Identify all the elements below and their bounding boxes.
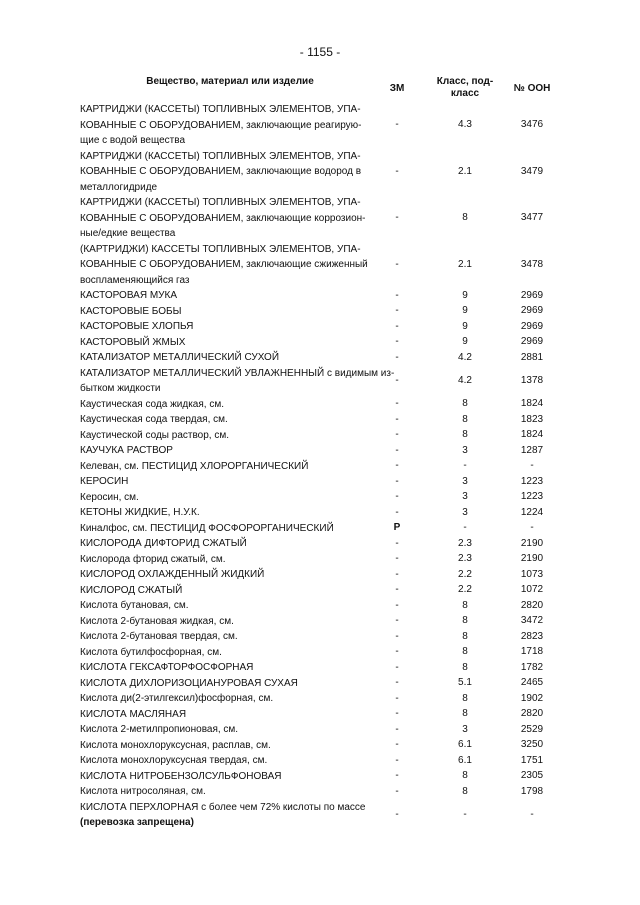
table-row	[80, 195, 570, 242]
table-row	[80, 443, 570, 459]
class-value: 8	[462, 398, 468, 410]
substance-name-line: (КАРТРИДЖИ) КАССЕТЫ ТОПЛИВНЫХ ЭЛЕМЕНТОВ, УПА-	[80, 243, 361, 255]
un-number-value: 1073	[520, 568, 544, 580]
header-class-line2: класс	[450, 88, 480, 99]
zm-value: -	[395, 119, 399, 131]
substance-name-line: Кислота 2-бутановая твердая, см.	[80, 631, 238, 642]
un-number-value: -	[530, 460, 534, 472]
substance-name-line: Кислота бутановая, см.	[80, 600, 189, 611]
class-value: 8	[462, 692, 468, 704]
substance-name	[80, 102, 368, 149]
class-value: 3	[462, 444, 468, 456]
substance-name	[80, 412, 368, 428]
substance-name	[80, 428, 368, 444]
substance-name	[80, 505, 368, 521]
substance-name-line: КАРТРИДЖИ (КАССЕТЫ) ТОПЛИВНЫХ ЭЛЕМЕНТОВ, УПА-	[80, 104, 361, 115]
class-value: 2.2	[458, 584, 472, 596]
substance-name	[80, 195, 368, 242]
table-row	[80, 629, 570, 645]
substance-name-line: КАРТРИДЖИ (КАССЕТЫ) ТОПЛИВНЫХ ЭЛЕМЕНТОВ, УПА-	[80, 197, 361, 208]
substance-name	[80, 474, 368, 490]
class-value: 9	[462, 336, 468, 348]
substance-name-line: КАТАЛИЗАТОР МЕТАЛЛИЧЕСКИЙ УВЛАЖНЕННЫЙ с видимым из-	[80, 367, 395, 379]
substance-name	[80, 784, 368, 800]
class-value: 8	[462, 770, 468, 782]
substance-name	[80, 691, 368, 707]
header-class	[432, 76, 498, 100]
table-row	[80, 505, 570, 521]
class-value: 2.3	[458, 537, 472, 549]
table-row	[80, 691, 570, 707]
substance-table	[80, 102, 570, 831]
zm-value: -	[395, 708, 399, 720]
substance-name	[80, 800, 368, 831]
class-value: 5.1	[458, 677, 472, 689]
class-value: 6.1	[458, 739, 472, 751]
table-row	[80, 490, 570, 506]
class-value: 2.1	[458, 258, 472, 270]
zm-value: -	[395, 336, 399, 348]
substance-name-line: Кислота 2-метилпропионовая, см.	[80, 724, 239, 735]
table-row	[80, 304, 570, 320]
table-row	[80, 397, 570, 413]
table-row	[80, 784, 570, 800]
un-number-value: 3250	[520, 739, 544, 751]
substance-name-line: Каустической соды раствор, см.	[80, 429, 230, 441]
zm-value: -	[395, 444, 399, 456]
class-value: 6.1	[458, 754, 472, 766]
page-number: - 1155 -	[299, 45, 341, 59]
substance-name	[80, 366, 395, 397]
substance-name	[80, 319, 368, 335]
un-number-value: 1224	[520, 506, 544, 518]
substance-name-line: бытком жидкости	[80, 383, 161, 394]
zm-value: -	[395, 258, 399, 270]
substance-name-line: КАСТОРОВЫЕ ХЛОПЬЯ	[80, 321, 194, 332]
substance-name-line: КОВАННЫЕ С ОБОРУДОВАНИЕМ, заключающие сжиженный	[80, 259, 368, 270]
un-number-value: 2820	[520, 599, 544, 611]
substance-name-line: Кислота монохлоруксусная, расплав, см.	[80, 739, 271, 751]
substance-name	[80, 722, 368, 738]
substance-name-line: КИСЛОРОД ОХЛАЖДЕННЫЙ ЖИДКИЙ	[80, 569, 265, 580]
zm-value: -	[395, 320, 399, 332]
class-value: 9	[462, 320, 468, 332]
substance-name-line: КИСЛОРОДА ДИФТОРИД СЖАТЫЙ	[80, 538, 247, 549]
substance-name	[80, 443, 368, 459]
class-value: 4.3	[458, 119, 472, 131]
substance-name	[80, 397, 368, 413]
substance-name-line: Кислорода фторид сжатый, см.	[80, 553, 226, 565]
class-value: 8	[462, 708, 468, 720]
table-row	[80, 614, 570, 630]
substance-name	[80, 645, 368, 661]
un-number-value: 1782	[520, 661, 544, 673]
table-row	[80, 707, 570, 723]
zm-value: -	[395, 584, 399, 596]
zm-value: Р	[393, 522, 401, 534]
table-row	[80, 660, 570, 676]
table-row	[80, 800, 570, 831]
substance-name-line: КОВАННЫЕ С ОБОРУДОВАНИЕМ, заключающие водород в	[80, 166, 362, 177]
table-row	[80, 567, 570, 583]
substance-name-line: КАСТОРОВАЯ МУКА	[80, 290, 178, 301]
substance-name-line: Каустическая сода жидкая, см.	[80, 398, 224, 410]
zm-value: -	[395, 615, 399, 627]
table-row	[80, 521, 570, 537]
un-number-value: 1902	[520, 692, 544, 704]
zm-value: -	[395, 630, 399, 642]
zm-value: -	[395, 785, 399, 797]
substance-name-line: КОВАННЫЕ С ОБОРУДОВАНИЕМ, заключающие коррозион-	[80, 212, 366, 224]
substance-name-line: воспламеняющийся газ	[80, 274, 190, 286]
class-value: 8	[462, 429, 468, 441]
table-row	[80, 149, 570, 196]
substance-name-line: ные/едкие вещества	[80, 228, 176, 239]
zm-value: -	[395, 460, 399, 472]
zm-value: -	[395, 491, 399, 503]
substance-name	[80, 536, 368, 552]
zm-value: -	[395, 739, 399, 751]
zm-value: -	[395, 661, 399, 673]
zm-value: -	[395, 568, 399, 580]
class-value: 8	[462, 599, 468, 611]
un-number-value: 2190	[520, 537, 544, 549]
table-row	[80, 102, 570, 149]
zm-value: -	[395, 506, 399, 518]
un-number-value: 2529	[520, 723, 544, 735]
substance-name-line: Кислота ди(2-этилгексил)фосфорная, см.	[80, 693, 274, 704]
substance-name-line: КАСТОРОВЫЙ ЖМЫХ	[80, 336, 186, 348]
class-value: 3	[462, 491, 468, 503]
header-un-number: № ООН	[513, 83, 551, 94]
substance-name-line: Кислота нитросоляная, см.	[80, 786, 206, 797]
class-value: 3	[462, 475, 468, 487]
zm-value: -	[395, 398, 399, 410]
substance-name	[80, 753, 368, 769]
zm-value: -	[395, 770, 399, 782]
table-row	[80, 552, 570, 568]
substance-name-line: Кислота бутилфосфорная, см.	[80, 646, 222, 658]
substance-name	[80, 521, 368, 537]
substance-name-line: КИСЛОРОД СЖАТЫЙ	[80, 584, 183, 596]
table-row	[80, 335, 570, 351]
substance-name-line: Керосин, см.	[80, 491, 139, 503]
un-number-value: 1798	[520, 785, 544, 797]
substance-name-line: Кислота монохлоруксусная твердая, см.	[80, 755, 268, 766]
substance-name-line: КИСЛОТА ДИХЛОРИЗОЦИАНУРОВАЯ СУХАЯ	[80, 677, 298, 689]
substance-name	[80, 707, 368, 723]
table-row	[80, 583, 570, 599]
substance-name	[80, 304, 368, 320]
un-number-value: 1824	[520, 429, 544, 441]
class-value: 2.2	[458, 568, 472, 580]
un-number-value: 2969	[520, 305, 544, 317]
table-row	[80, 753, 570, 769]
un-number-value: 2820	[520, 708, 544, 720]
class-value: 4.2	[458, 375, 472, 386]
class-value: 8	[462, 413, 468, 425]
table-row	[80, 428, 570, 444]
un-number-value: 1378	[520, 375, 544, 386]
zm-value: -	[395, 692, 399, 704]
zm-value: -	[395, 413, 399, 425]
class-value: -	[463, 809, 467, 820]
un-number-value: 3477	[520, 212, 544, 224]
table-row	[80, 288, 570, 304]
substance-name-line: КАРТРИДЖИ (КАССЕТЫ) ТОПЛИВНЫХ ЭЛЕМЕНТОВ, УПА-	[80, 150, 361, 162]
substance-name-line: КЕТОНЫ ЖИДКИЕ, Н.У.К.	[80, 507, 200, 518]
un-number-value: 2305	[520, 770, 544, 782]
table-row	[80, 474, 570, 490]
table-row	[80, 242, 570, 289]
zm-value: -	[395, 553, 399, 565]
un-number-value: 2465	[520, 677, 544, 689]
header-class-line1: Класс, под-	[436, 76, 494, 87]
class-value: 2.3	[458, 553, 472, 565]
substance-name	[80, 676, 368, 692]
un-number-value: 1223	[520, 491, 544, 503]
table-row	[80, 598, 570, 614]
table-row	[80, 676, 570, 692]
zm-value: -	[395, 375, 399, 386]
class-value: 9	[462, 289, 468, 301]
substance-name-line: КЕРОСИН	[80, 476, 129, 487]
un-number-value: -	[530, 809, 534, 820]
substance-name	[80, 583, 368, 599]
zm-value: -	[395, 809, 399, 820]
substance-name	[80, 335, 368, 351]
substance-name-line: (перевозка запрещена)	[80, 817, 194, 828]
un-number-value: 3478	[520, 258, 544, 270]
zm-value: -	[395, 599, 399, 611]
substance-name-line: щие с водой вещества	[80, 135, 186, 146]
un-number-value: 1823	[520, 413, 544, 425]
table-row	[80, 319, 570, 335]
zm-value: -	[395, 429, 399, 441]
substance-name	[80, 614, 368, 630]
class-value: 8	[462, 646, 468, 658]
zm-value: -	[395, 475, 399, 487]
substance-name	[80, 552, 368, 568]
un-number-value: 2969	[520, 336, 544, 348]
zm-value: -	[395, 754, 399, 766]
substance-name	[80, 350, 368, 366]
table-row	[80, 459, 570, 475]
un-number-value: 2190	[520, 553, 544, 565]
un-number-value: 1287	[520, 444, 544, 456]
class-value: 3	[462, 723, 468, 735]
zm-value: -	[395, 165, 399, 177]
zm-value: -	[395, 212, 399, 224]
un-number-value: 2823	[520, 630, 544, 642]
class-value: 9	[462, 305, 468, 317]
class-value: 8	[462, 615, 468, 627]
class-value: -	[463, 522, 467, 534]
class-value: 8	[462, 785, 468, 797]
table-row	[80, 738, 570, 754]
table-row	[80, 722, 570, 738]
un-number-value: 3476	[520, 119, 544, 131]
substance-name-line: КИСЛОТА МАСЛЯНАЯ	[80, 708, 187, 720]
header-substance: Вещество, материал или изделие	[146, 76, 314, 87]
un-number-value: 1223	[520, 475, 544, 487]
substance-name-line: КИСЛОТА ПЕРХЛОРНАЯ с более чем 72% кислоты по массе	[80, 801, 366, 813]
class-value: 8	[462, 661, 468, 673]
un-number-value: 1718	[520, 646, 544, 658]
un-number-value: 1072	[520, 584, 544, 596]
table-row	[80, 536, 570, 552]
zm-value: -	[395, 646, 399, 658]
substance-name-line: Киналфос, см. ПЕСТИЦИД ФОСФОРОРГАНИЧЕСКИЙ	[80, 522, 334, 534]
un-number-value: 3472	[520, 615, 544, 627]
zm-value: -	[395, 289, 399, 301]
un-number-value: 2969	[520, 289, 544, 301]
substance-name	[80, 459, 368, 475]
substance-name	[80, 660, 368, 676]
substance-name-line: Келеван, см. ПЕСТИЦИД ХЛОРОРГАНИЧЕСКИЙ	[80, 460, 309, 472]
table-row	[80, 645, 570, 661]
un-number-value: 2969	[520, 320, 544, 332]
substance-name-line: КАСТОРОВЫЕ БОБЫ	[80, 305, 182, 317]
zm-value: -	[395, 537, 399, 549]
substance-name-line: КАУЧУКА РАСТВОР	[80, 445, 173, 456]
class-value: 2.1	[458, 165, 472, 177]
table-row	[80, 350, 570, 366]
substance-name	[80, 598, 368, 614]
substance-name-line: Кислота 2-бутановая жидкая, см.	[80, 615, 234, 627]
class-value: 4.2	[458, 351, 472, 363]
un-number-value: 2881	[520, 351, 544, 363]
class-value: 8	[462, 212, 468, 224]
class-value: -	[463, 460, 467, 472]
substance-name-line: КИСЛОТА НИТРОБЕНЗОЛСУЛЬФОНОВАЯ	[80, 770, 282, 782]
zm-value: -	[395, 351, 399, 363]
table-row	[80, 366, 570, 397]
substance-name-line: КОВАННЫЕ С ОБОРУДОВАНИЕМ, заключающие реагирую-	[80, 119, 362, 131]
un-number-value: 3479	[520, 165, 544, 177]
substance-name	[80, 567, 368, 583]
zm-value: -	[395, 305, 399, 317]
substance-name	[80, 738, 368, 754]
zm-value: -	[395, 723, 399, 735]
substance-name	[80, 288, 368, 304]
un-number-value: -	[530, 522, 534, 534]
header-zm: ЗМ	[389, 83, 405, 94]
table-row	[80, 412, 570, 428]
un-number-value: 1751	[520, 754, 544, 766]
class-value: 3	[462, 506, 468, 518]
class-value: 8	[462, 630, 468, 642]
substance-name-line: КАТАЛИЗАТОР МЕТАЛЛИЧЕСКИЙ СУХОЙ	[80, 352, 280, 363]
substance-name-line: Каустическая сода твердая, см.	[80, 414, 228, 425]
substance-name	[80, 769, 368, 785]
un-number-value: 1824	[520, 398, 544, 410]
substance-name	[80, 490, 368, 506]
substance-name	[80, 629, 368, 645]
zm-value: -	[395, 677, 399, 689]
substance-name	[80, 149, 368, 196]
substance-name-line: металлогидриде	[80, 181, 158, 193]
table-row	[80, 769, 570, 785]
substance-name	[80, 242, 368, 289]
substance-name-line: КИСЛОТА ГЕКСАФТОРФОСФОРНАЯ	[80, 662, 254, 673]
